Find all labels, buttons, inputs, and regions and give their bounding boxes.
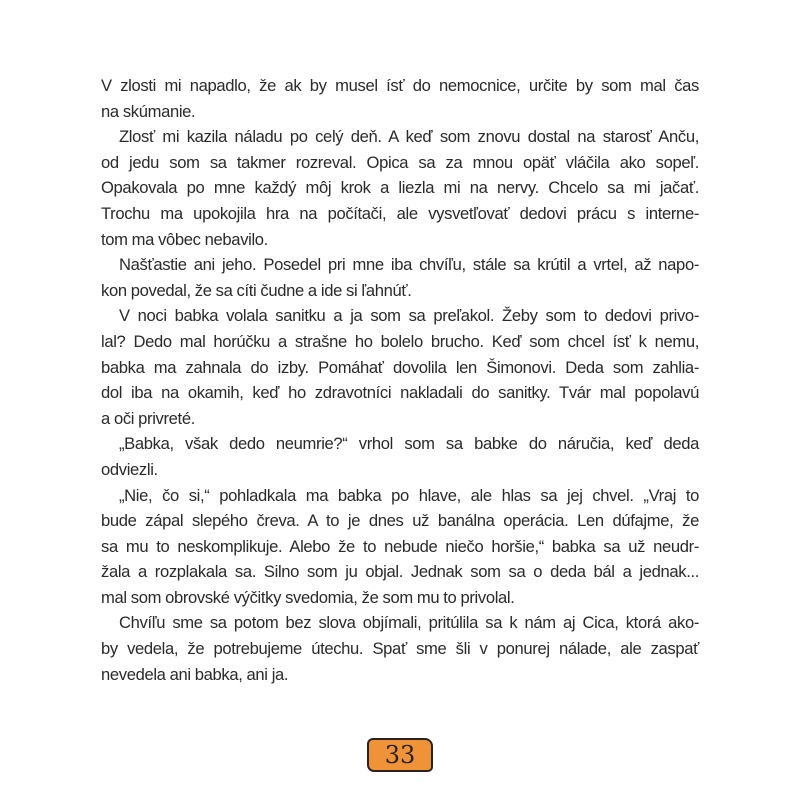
text-line: tom ma vôbec nebavilo. bbox=[101, 229, 268, 249]
text-line: dol iba na okamih, keď ho zdravotníci nakladali do sanitky. Tvár mal popolavú bbox=[101, 383, 699, 403]
page-number: 33 bbox=[384, 741, 416, 769]
paragraph-5 bbox=[101, 431, 699, 482]
text-line: Trochu ma upokojila hra na počítači, ale vysvetľovať dedovi prácu s interne- bbox=[101, 203, 699, 223]
body-text bbox=[101, 73, 699, 687]
text-line: Našťastie ani jeho. Posedel pri mne iba chvíľu, stále sa krútil a vrtel, až napo- bbox=[119, 255, 699, 275]
page-number-badge bbox=[367, 738, 433, 772]
text-line: lal? Dedo mal horúčku a strašne ho bolelo brucho. Keď som chcel ísť k nemu, bbox=[101, 331, 699, 351]
text-line: „Nie, čo si,“ pohladkala ma babka po hlave, ale hlas sa jej chvel. „Vraj to bbox=[119, 485, 699, 505]
paragraph-2 bbox=[101, 124, 699, 252]
text-line: V noci babka volala sanitku a ja som sa preľakol. Žeby som to dedovi privo- bbox=[119, 306, 699, 326]
text-line: od jedu som sa takmer rozreval. Opica sa za mnou opäť vláčila ako sopeľ. bbox=[101, 152, 699, 172]
text-line: Opakovala po mne každý môj krok a liezla mi na nervy. Chcelo sa mi jačať. bbox=[101, 178, 699, 198]
text-line: sa mu to neskomplikuje. Alebo že to nebude niečo horšie,“ babka sa už neudr- bbox=[101, 536, 699, 556]
text-line: bude zápal slepého čreva. A to je dnes už banálna operácia. Len dúfajme, že bbox=[101, 511, 699, 531]
paragraph-7 bbox=[101, 610, 699, 687]
text-line: mal som obrovské výčitky svedomia, že som mu to privolal. bbox=[101, 587, 515, 607]
text-line: Chvíľu sme sa potom bez slova objímali, pritúlila sa k nám aj Cica, ktorá ako- bbox=[119, 613, 699, 633]
text-line: „Babka, však dedo neumrie?“ vrhol som sa babke do náručia, keď deda bbox=[119, 434, 699, 454]
paragraph-1 bbox=[101, 73, 699, 124]
paragraph-4 bbox=[101, 303, 699, 431]
text-line: kon povedal, že sa cíti čudne a ide si ľahnúť. bbox=[101, 280, 412, 300]
text-line: na skúmanie. bbox=[101, 101, 196, 121]
text-line: babka ma zahnala do izby. Pomáhať dovolila len Šimonovi. Deda som zahlia- bbox=[101, 357, 699, 377]
text-line: nevedela ani babka, ani ja. bbox=[101, 664, 289, 684]
text-line: a oči privreté. bbox=[101, 408, 195, 428]
paragraph-6 bbox=[101, 483, 699, 611]
text-line: Zlosť mi kazila náladu po celý deň. A keď som znovu dostal na starosť Anču, bbox=[119, 127, 699, 147]
text-line: žala a rozplakala sa. Silno som ju objal. Jednak som sa o deda bál a jednak... bbox=[101, 562, 699, 582]
paragraph-3 bbox=[101, 252, 699, 303]
text-line: V zlosti mi napadlo, že ak by musel ísť do nemocnice, určite by som mal čas bbox=[101, 76, 699, 95]
text-line: odviezli. bbox=[101, 459, 158, 479]
text-line: by vedela, že potrebujeme útechu. Spať sme šli v ponurej nálade, ale zaspať bbox=[101, 639, 699, 659]
